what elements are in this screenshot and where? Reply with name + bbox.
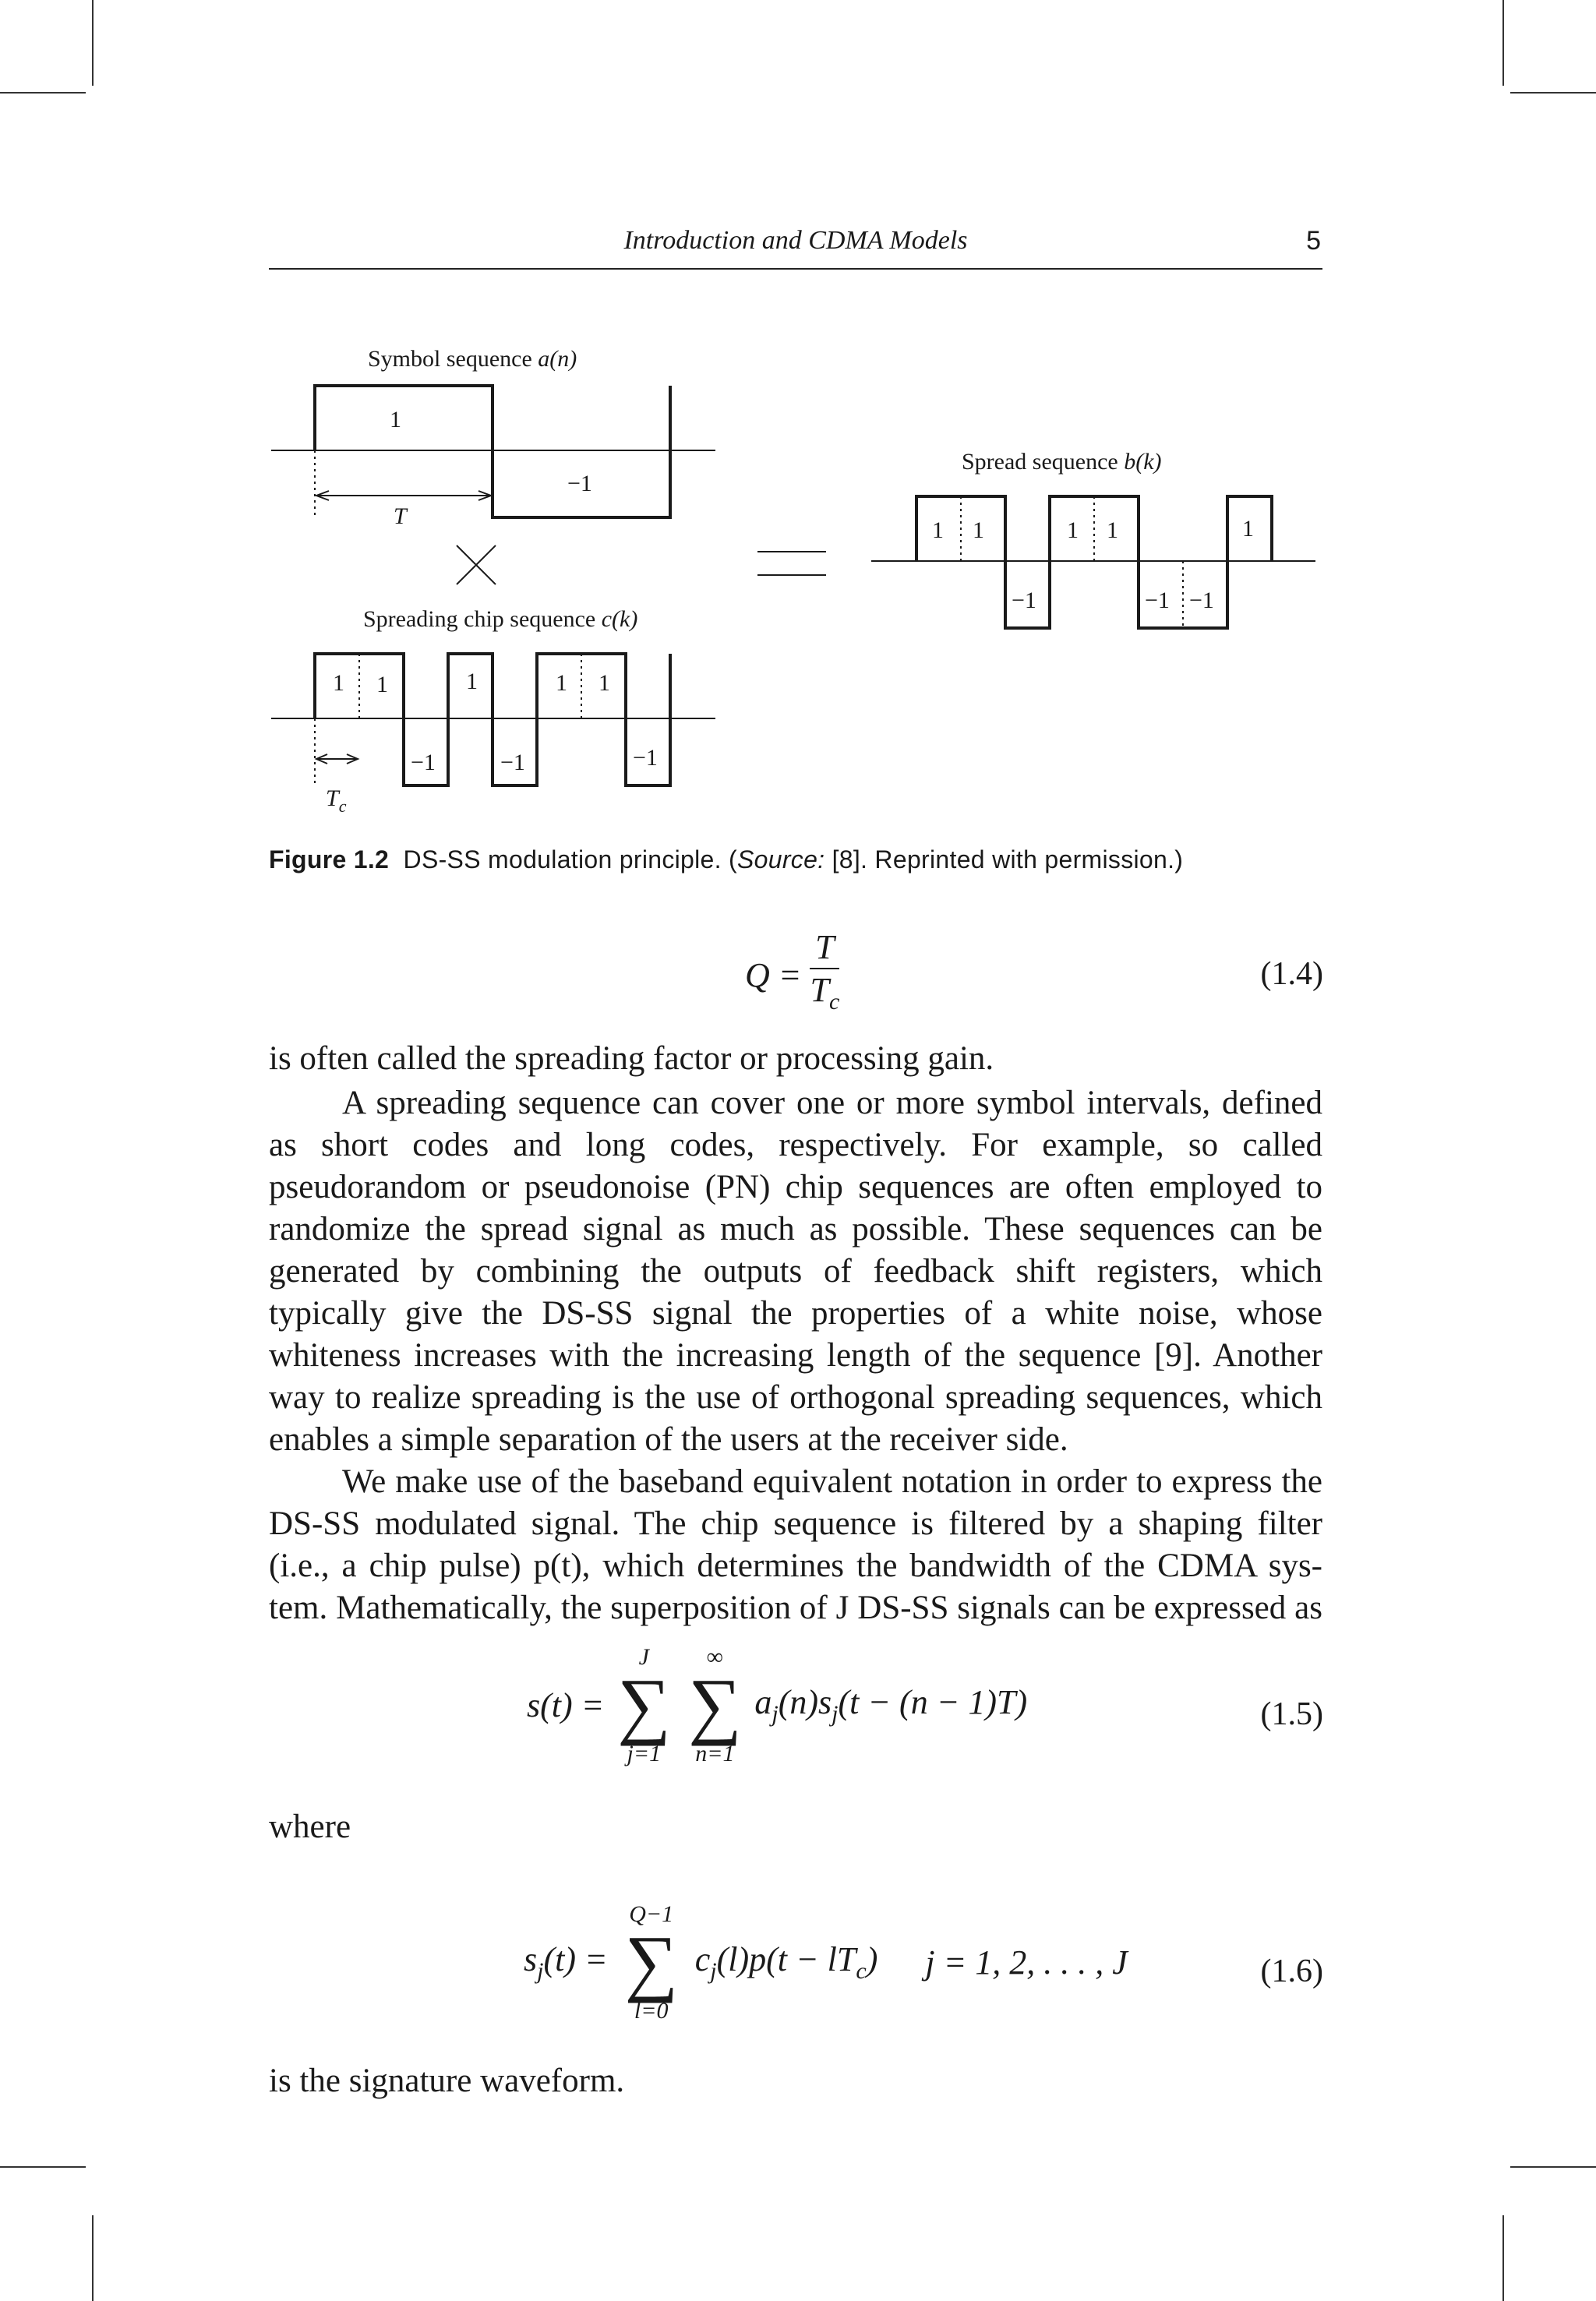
symbol-period-label: T [394, 503, 407, 529]
text-line: DS-SS modulated signal. The chip sequence is filtered by a shaping filter [269, 1505, 1322, 1542]
symbol-waveform [315, 386, 670, 517]
spread-title: Spread sequence b(k) [962, 449, 1162, 475]
spread-value: 1 [1242, 516, 1254, 542]
eq5-lhs: s(t) = [527, 1685, 605, 1724]
eq6-lhs: $s_j(t)$ = [524, 1940, 608, 1984]
chip-waveform [315, 654, 670, 785]
text-line: We make use of the baseband equivalent notation in order to express the [342, 1463, 1322, 1500]
crop-mark [0, 2166, 86, 2168]
chip-value: 1 [598, 670, 610, 696]
spread-value: −1 [1189, 588, 1214, 613]
equation-1-5 [527, 1644, 1028, 1777]
figure-caption [269, 845, 1183, 874]
sum-lower-limit: l=0 [634, 1998, 669, 2024]
crop-mark [1502, 2215, 1504, 2301]
chip-value: 1 [333, 670, 344, 696]
eq5-body: $a_j(n)s_j(t - (n - 1)T)$ [754, 1683, 1028, 1727]
page-number: 5 [1306, 226, 1321, 256]
text-line: A spreading sequence can cover one or more symbol intervals, defined [342, 1085, 1322, 1121]
text-line: (i.e., a chip pulse) p(t), which determines the bandwidth of the CDMA sys- [269, 1548, 1322, 1584]
eq4-lhs: Q = [745, 956, 802, 994]
chip-title: Spreading chip sequence c(k) [363, 606, 638, 632]
caption-text: DS-SS modulation principle. ( [403, 845, 737, 873]
spread-value: 1 [1107, 517, 1118, 543]
paragraph-spreading [269, 1082, 1322, 1461]
chip-period-label: $T_c$ [326, 785, 347, 816]
symbol-title: Symbol sequence a(n) [368, 346, 577, 372]
sum-upper-limit: ∞ [706, 1644, 724, 1670]
sum-upper-limit: J [638, 1644, 649, 1670]
caption-label: Figure 1.2 [269, 845, 390, 873]
text-line: typically give the DS-SS signal the properties of a white noise, whose [269, 1295, 1322, 1332]
text-line: generated by combining the outputs of feedback shift registers, which [269, 1253, 1322, 1290]
text-line: whiteness increases with the increasing length of the sequence [9]. Another [269, 1337, 1322, 1374]
text-where: where [269, 1809, 351, 1845]
running-head: Introduction and CDMA Models [623, 226, 968, 255]
spread-value: 1 [932, 517, 944, 543]
eq6-body: $c_j(l)p(t - lT_c)$ [694, 1940, 878, 1984]
eq4-fraction [810, 927, 839, 1023]
ds-ss-modulation-figure [0, 0, 1596, 857]
crop-mark [92, 2215, 94, 2301]
text-line: tem. Mathematically, the superposition of J DS-SS signals can be expressed as [269, 1590, 1322, 1626]
text-line: as short codes and long codes, respectively. For example, so called [269, 1127, 1322, 1163]
equation-number-1-5: (1.5) [1260, 1696, 1323, 1732]
spread-value: −1 [1145, 588, 1170, 613]
text-line: enables a simple separation of the users at the receiver side. [269, 1421, 1068, 1458]
spread-value: −1 [1012, 588, 1036, 613]
text-after-eq4: is often called the spreading factor or processing gain. [269, 1040, 994, 1077]
text-line: randomize the spread signal as much as possible. These sequences can be [269, 1211, 1322, 1248]
equation-1-6 [524, 1901, 1128, 2034]
text-signature-waveform: is the signature waveform. [269, 2063, 625, 2099]
eq6-condition: j = 1, 2, . . . , J [925, 1943, 1128, 1982]
spread-value: 1 [1067, 517, 1079, 543]
eq4-numerator: T [810, 927, 839, 969]
equation-1-4 [745, 927, 839, 1023]
equation-number-1-6: (1.6) [1260, 1953, 1323, 1989]
spread-value: 1 [973, 517, 984, 543]
symbol-value: 1 [390, 407, 401, 432]
symbol-value: −1 [567, 471, 592, 496]
chip-value: −1 [411, 750, 436, 775]
equation-number-1-4: (1.4) [1260, 956, 1323, 992]
chip-value: −1 [633, 745, 658, 771]
chip-value: 1 [556, 670, 567, 696]
crop-mark [1510, 2166, 1596, 2168]
eq4-denominator: $T_c$ [810, 971, 840, 1015]
sum-symbol: ∑ J j=1 [613, 1668, 675, 1742]
text-line: way to realize spreading is the use of orthogonal spreading sequences, which [269, 1379, 1322, 1416]
paragraph-baseband [269, 1461, 1322, 1629]
sum-symbol: ∑ ∞ n=1 [683, 1668, 746, 1742]
text-line: pseudorandom or pseudonoise (PN) chip sequences are often employed to [269, 1169, 1322, 1205]
chip-value: −1 [500, 750, 525, 775]
caption-source-word: Source: [736, 845, 825, 873]
caption-source-rest: [8]. Reprinted with permission.) [832, 845, 1184, 873]
chip-value: 1 [376, 672, 388, 697]
sum-lower-limit: n=1 [695, 1741, 735, 1766]
sum-upper-limit: Q−1 [629, 1901, 674, 1927]
sum-symbol: ∑ Q−1 l=0 [616, 1925, 687, 1999]
chip-value: 1 [466, 669, 478, 694]
sum-lower-limit: j=1 [627, 1741, 662, 1766]
